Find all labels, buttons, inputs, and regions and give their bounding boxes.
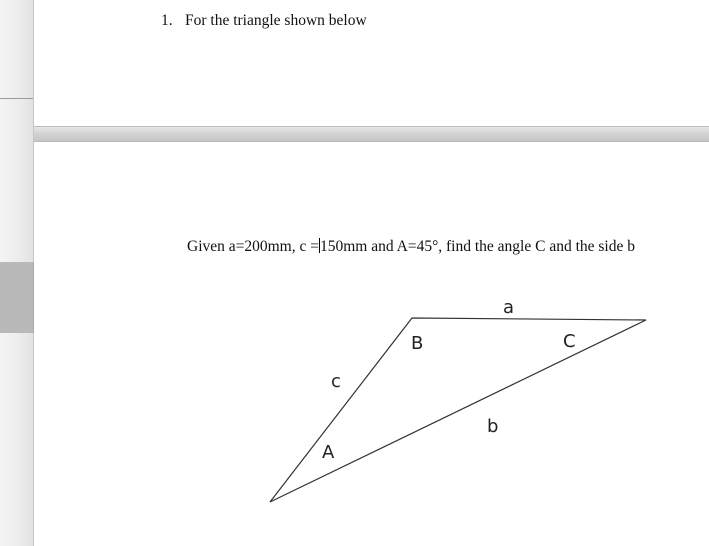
- question-number: 1.: [161, 12, 173, 29]
- side-c-label: c: [331, 371, 341, 392]
- side-b-label: b: [487, 416, 499, 437]
- triangle-shape: [270, 318, 646, 502]
- given-text-part-1: Given a=200mm, c =: [187, 238, 319, 255]
- side-a-label: a: [503, 297, 515, 318]
- angle-a-label: A: [322, 442, 335, 463]
- given-text-part-2: 150mm and A=45°, find the angle C and the side b: [320, 238, 635, 255]
- question-text: For the triangle shown below: [185, 12, 367, 29]
- angle-c-label: C: [563, 331, 576, 352]
- angle-b-label: B: [411, 333, 424, 354]
